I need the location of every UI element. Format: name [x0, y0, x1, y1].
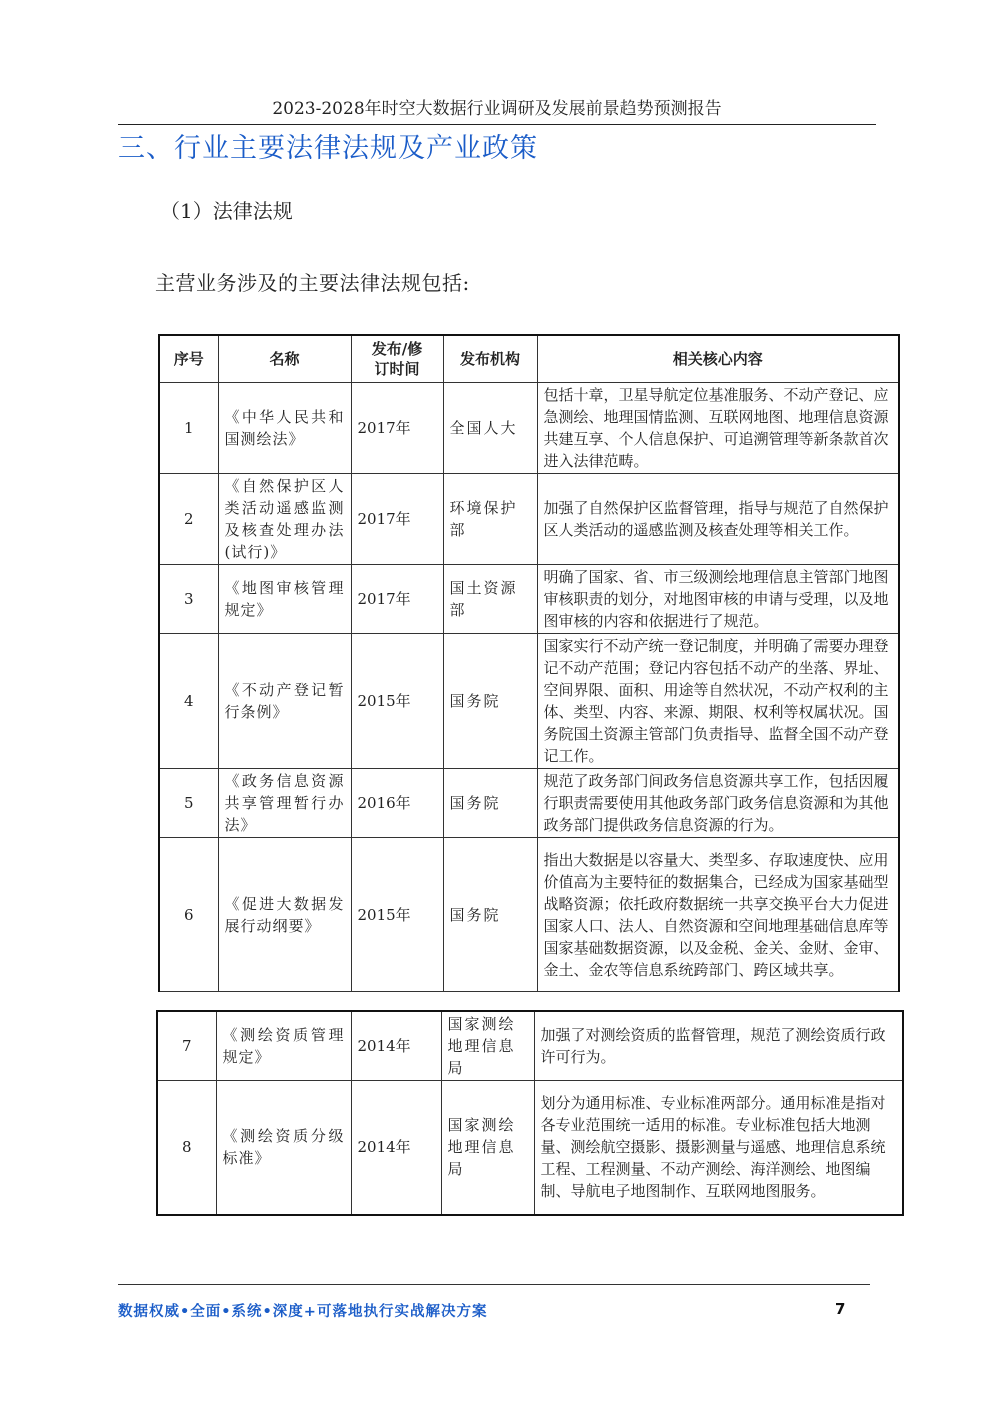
publish-date: 2015年	[351, 838, 443, 992]
law-name: 《测绘资质分级标准》	[216, 1081, 351, 1215]
law-name: 《中华人民共和国测绘法》	[218, 383, 351, 474]
row-index: 1	[159, 383, 218, 474]
column-header-index: 序号	[159, 335, 218, 383]
header-divider	[118, 124, 876, 125]
column-header-org: 发布机构	[443, 335, 537, 383]
issuing-body: 国家测绘地理信息局	[441, 1081, 534, 1215]
row-index: 5	[159, 769, 218, 838]
core-content: 明确了国家、省、市三级测绘地理信息主管部门地图审核职责的划分，对地图审核的申请与受理，以及地图审核的内容和依据进行了规范。	[537, 565, 899, 634]
issuing-body: 国土资源部	[443, 565, 537, 634]
publish-date: 2015年	[351, 634, 443, 769]
table-header-row	[159, 335, 899, 383]
laws-table-part-1	[158, 334, 900, 992]
footer-divider	[118, 1284, 870, 1285]
row-index: 2	[159, 474, 218, 565]
issuing-body: 全国人大	[443, 383, 537, 474]
core-content: 包括十章，卫星导航定位基准服务、不动产登记、应急测绘、地理国情监测、互联网地图、地理信息资源共建互享、个人信息保护、可追溯管理等新条款首次进入法律范畴。	[537, 383, 899, 474]
core-content: 国家实行不动产统一登记制度，并明确了需要办理登记不动产范围；登记内容包括不动产的坐落、界址、空间界限、面积、用途等自然状况，不动产权利的主体、类型、内容、来源、期限、权利等权属状况。国务院国土资源主管部门负责指导、监督全国不动产登记工作。	[537, 634, 899, 769]
column-header-content: 相关核心内容	[537, 335, 899, 383]
table-row	[159, 838, 899, 992]
footer-slogan: 数据权威•全面•系统•深度+可落地执行实战解决方案	[118, 1304, 488, 1320]
laws-table-part-2	[156, 1010, 904, 1216]
issuing-body: 国务院	[443, 838, 537, 992]
column-header-name: 名称	[218, 335, 351, 383]
law-name: 《不动产登记暂行条例》	[218, 634, 351, 769]
table-row	[159, 565, 899, 634]
issuing-body: 国务院	[443, 769, 537, 838]
report-title: 2023-2028年时空大数据行业调研及发展前景趋势预测报告	[272, 99, 722, 119]
row-index: 6	[159, 838, 218, 992]
publish-date: 2014年	[351, 1081, 441, 1215]
intro-paragraph: 主营业务涉及的主要法律法规包括:	[155, 271, 470, 295]
row-index: 8	[157, 1081, 216, 1215]
sub-heading: （1）法律法规	[160, 199, 293, 223]
core-content: 加强了自然保护区监督管理，指导与规范了自然保护区人类活动的遥感监测及核查处理等相关工作。	[537, 474, 899, 565]
law-name: 《测绘资质管理规定》	[216, 1011, 351, 1081]
table-row	[157, 1011, 903, 1081]
column-header-date: 发布/修订时间	[351, 335, 443, 383]
publish-date: 2017年	[351, 565, 443, 634]
law-name: 《地图审核管理规定》	[218, 565, 351, 634]
law-name: 《促进大数据发展行动纲要》	[218, 838, 351, 992]
core-content: 指出大数据是以容量大、类型多、存取速度快、应用价值高为主要特征的数据集合，已经成为国家基础型战略资源；依托政府数据统一共享交换平台大力促进国家人口、法人、自然资源和空间地理基础信息库等国家基础数据资源，以及金税、金关、金财、金审、金土、金农等信息系统跨部门、跨区域共享。	[537, 838, 899, 992]
row-index: 4	[159, 634, 218, 769]
law-name: 《政务信息资源共享管理暂行办法》	[218, 769, 351, 838]
core-content: 规范了政务部门间政务信息资源共享工作，包括因履行职责需要使用其他政务部门政务信息资源和为其他政务部门提供政务信息资源的行为。	[537, 769, 899, 838]
table-row	[159, 634, 899, 769]
law-name: 《自然保护区人类活动遥感监测及核查处理办法(试行)》	[218, 474, 351, 565]
core-content: 划分为通用标准、专业标准两部分。通用标准是指对各专业范围统一适用的标准。专业标准包括大地测量、测绘航空摄影、摄影测量与遥感、地理信息系统工程、工程测量、不动产测绘、海洋测绘、地图编制、导航电子地图制作、互联网地图服务。	[534, 1081, 903, 1215]
issuing-body: 国家测绘地理信息局	[441, 1011, 534, 1081]
table-row	[159, 474, 899, 565]
table-row	[159, 383, 899, 474]
table-row	[159, 769, 899, 838]
core-content: 加强了对测绘资质的监督管理，规范了测绘资质行政许可行为。	[534, 1011, 903, 1081]
table-row	[157, 1081, 903, 1215]
row-index: 7	[157, 1011, 216, 1081]
issuing-body: 环境保护部	[443, 474, 537, 565]
publish-date: 2016年	[351, 769, 443, 838]
section-title: 三、行业主要法律法规及产业政策	[118, 133, 538, 164]
row-index: 3	[159, 565, 218, 634]
page-number: 7	[835, 1300, 846, 1318]
publish-date: 2017年	[351, 383, 443, 474]
publish-date: 2014年	[351, 1011, 441, 1081]
issuing-body: 国务院	[443, 634, 537, 769]
publish-date: 2017年	[351, 474, 443, 565]
